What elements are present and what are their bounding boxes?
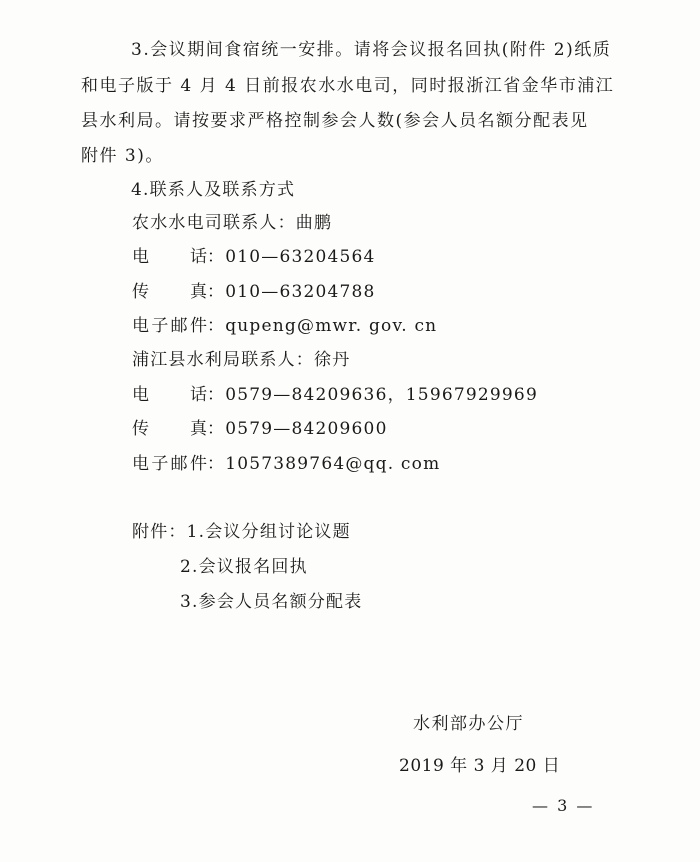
attachment-item-2: 2.会议报名回执 (180, 557, 308, 577)
attachment-item-3: 3.参会人员名额分配表 (180, 592, 363, 612)
paragraph-3-line-4: 附件 3)。 (81, 146, 164, 166)
contact2-email-label: 电子邮件 (132, 454, 207, 474)
contact2-email-row (132, 454, 440, 474)
contact1-fax-value: ：010—63204788 (207, 282, 376, 302)
contact1-phone-row (132, 247, 376, 267)
contact2-fax-value: ：0579—84209600 (207, 419, 388, 439)
contact1-email-value: ：qupeng@mwr. gov. cn (207, 316, 438, 336)
signature-org: 水利部办公厅 (413, 714, 524, 734)
contact1-email-row (132, 316, 437, 336)
contact2-fax-row (132, 419, 388, 439)
paragraph-3-line-3: 县水利局。请按要求严格控制参会人数(参会人员名额分配表见 (81, 111, 589, 131)
attachment-item-1: 1.会议分组讨论议题 (186, 522, 351, 542)
contact1-email-label: 电子邮件 (132, 316, 207, 336)
contact1-phone-value: ：010—63204564 (207, 247, 376, 267)
contact2-phone-label: 电 话 (132, 385, 207, 405)
contact1-fax-row (132, 282, 376, 302)
attachments-row-1 (132, 522, 351, 542)
contact2-phone-value: ：0579—84209636，15967929969 (207, 385, 538, 405)
paragraph-3-line-2: 和电子版于 4 月 4 日前报农水水电司，同时报浙江省金华市浦江 (81, 76, 615, 96)
attachments-label: 附件： (132, 522, 187, 542)
paragraph-3-line-1: 3.会议期间食宿统一安排。请将会议报名回执(附件 2)纸质 (131, 40, 612, 60)
contact1-name: 农水水电司联系人：曲鹏 (132, 213, 333, 233)
signature-date: 2019 年 3 月 20 日 (399, 756, 561, 776)
page-number: — 3 — (532, 796, 595, 815)
contact2-email-value: ：1057389764@qq. com (207, 454, 441, 474)
contact2-phone-row (132, 385, 538, 405)
contact2-name: 浦江县水利局联系人：徐丹 (132, 350, 351, 370)
contact2-fax-label: 传 真 (132, 419, 207, 439)
contact1-phone-label: 电 话 (132, 247, 207, 267)
contact1-fax-label: 传 真 (132, 282, 207, 302)
contacts-heading: 4.联系人及联系方式 (131, 180, 296, 200)
